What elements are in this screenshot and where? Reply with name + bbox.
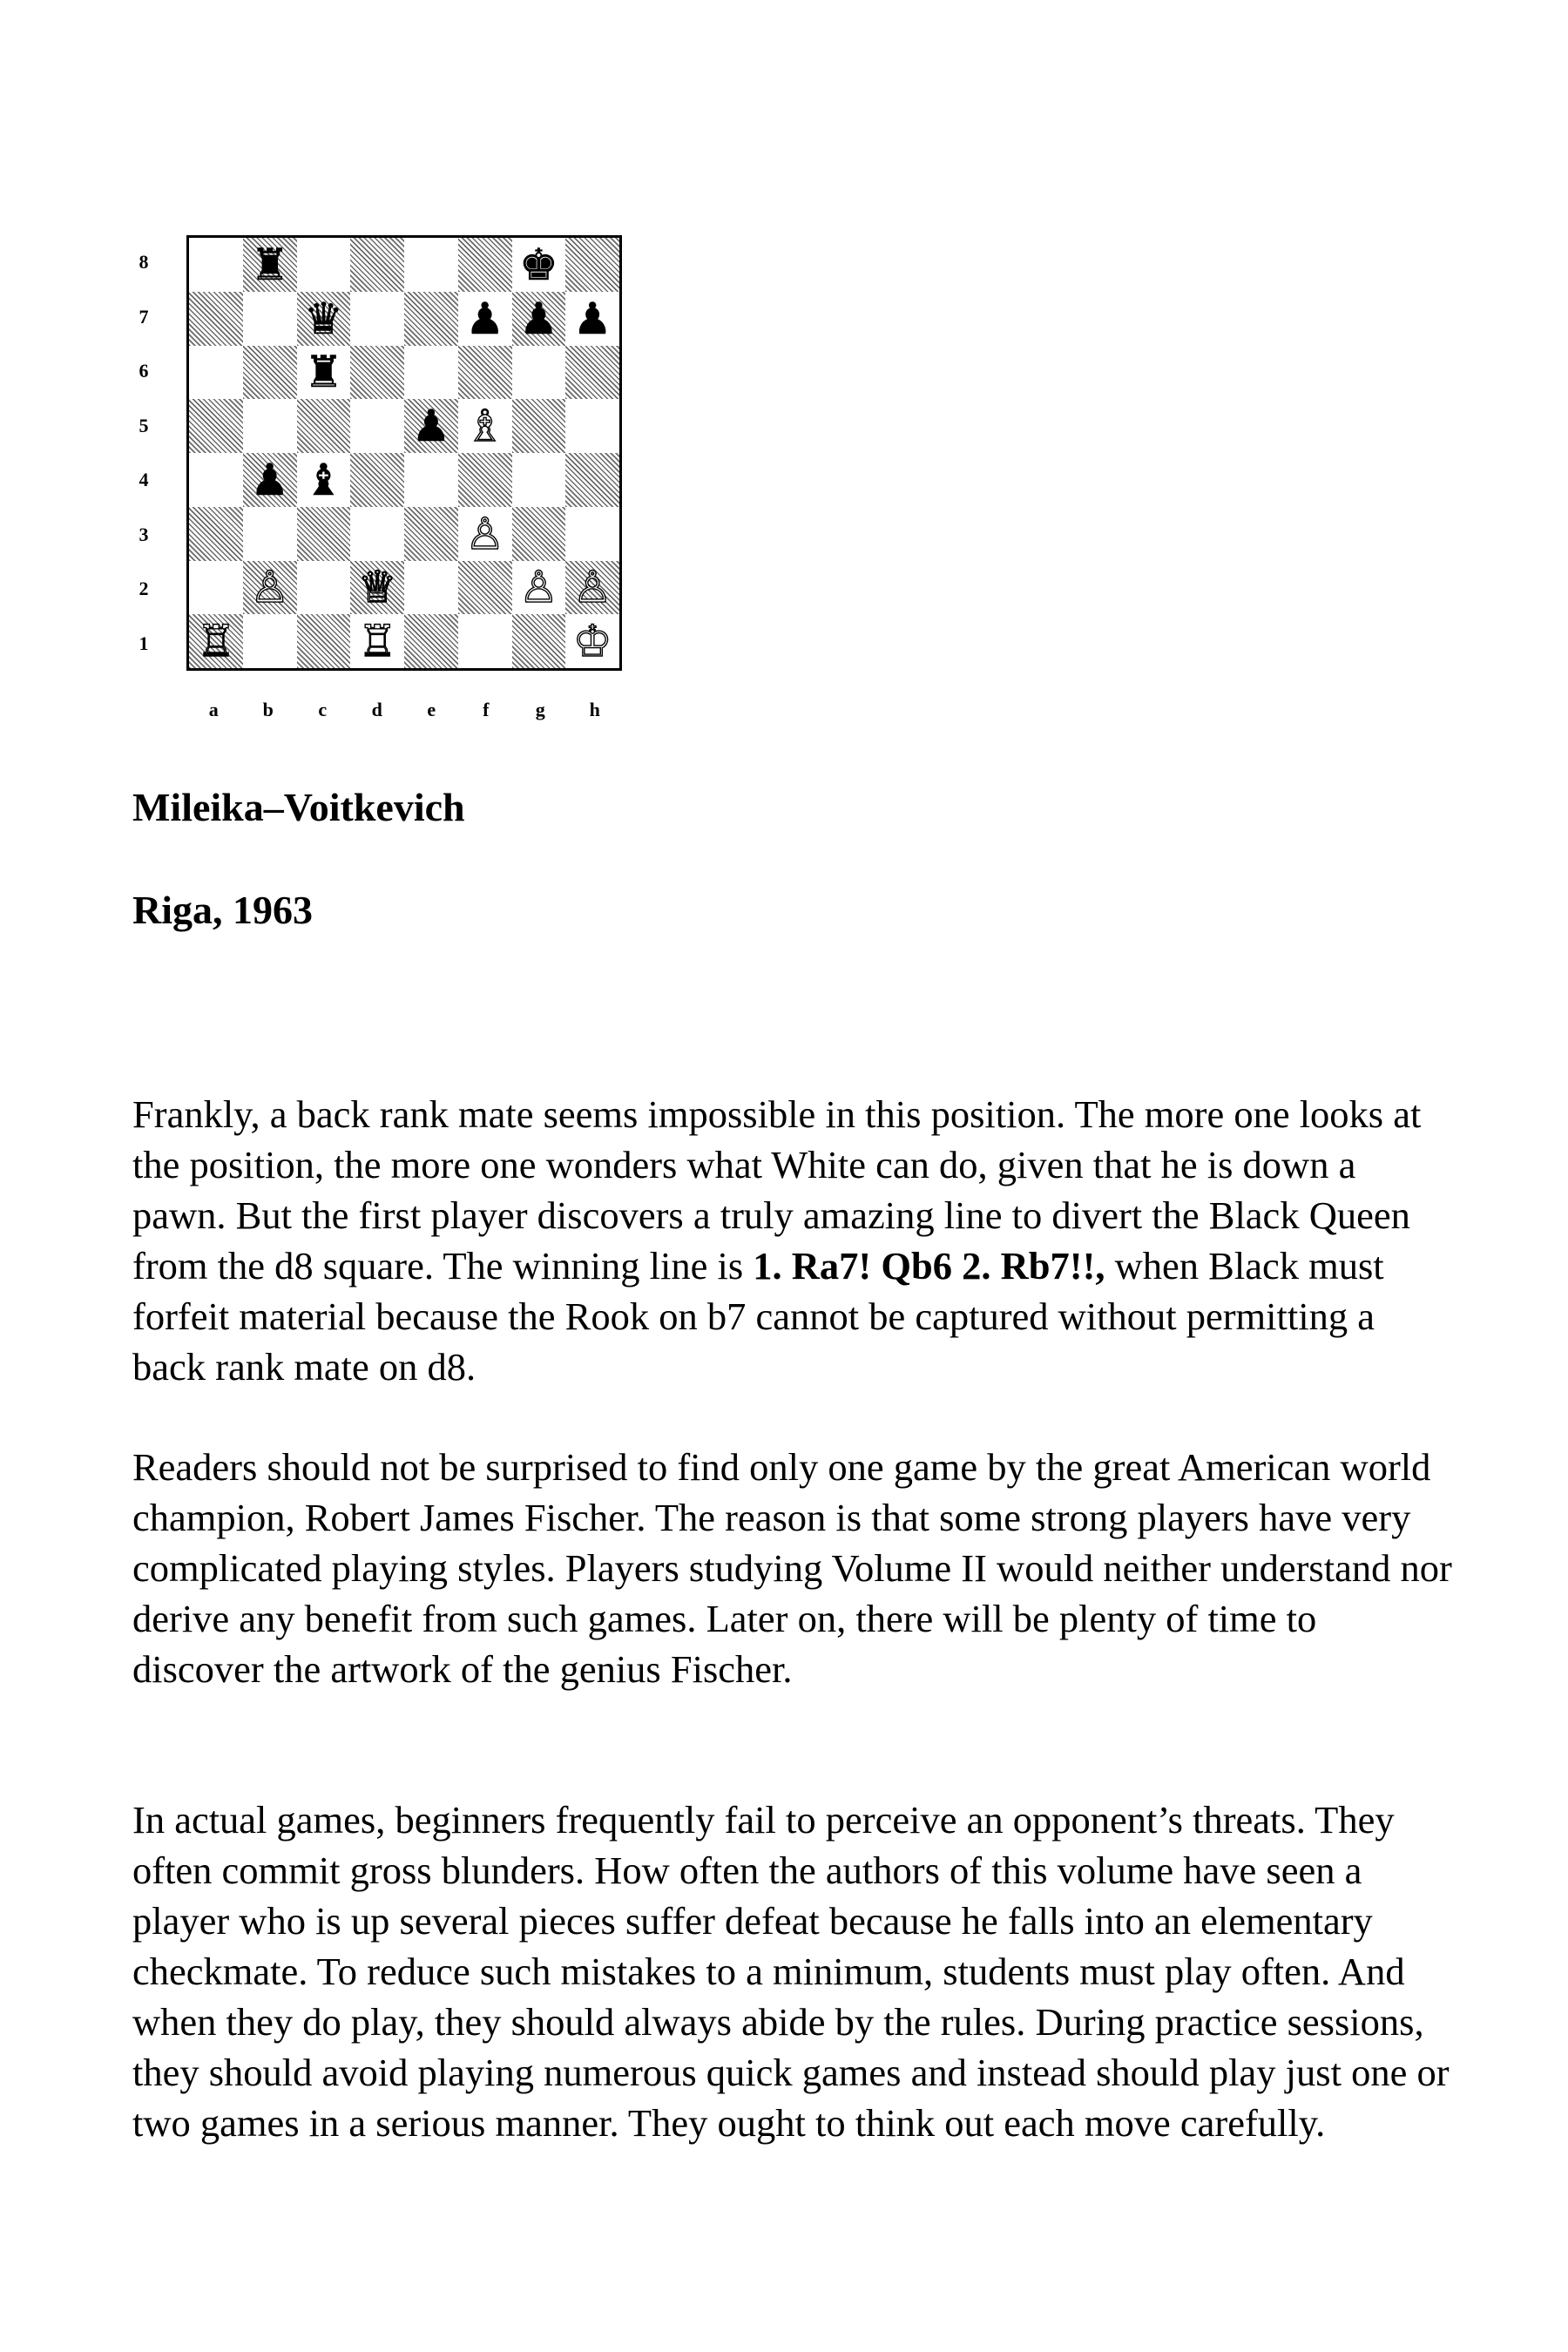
rank-label: 1 [139, 632, 149, 654]
square-e8 [404, 238, 458, 292]
paragraph-2-text: Readers should not be surprised to find only one game by the great American world champion, Robert James Fischer. The reason is that some strong players have very complicated playing styles. Players studying Volume II would neither understand nor derive any benefit from such games. Later on, there will be plenty of time to discover the artwork of the genius Fischer. [132, 1445, 1452, 1691]
square-c4 [297, 453, 351, 507]
black-king-icon: ♚ [518, 239, 558, 290]
square-a5 [189, 399, 243, 453]
square-c1 [297, 614, 351, 668]
square-d4 [350, 453, 404, 507]
square-a3 [189, 507, 243, 561]
rank-label: 6 [139, 360, 149, 382]
square-b5 [243, 399, 297, 453]
black-pawn-icon: ♟ [572, 293, 612, 344]
square-g4 [512, 453, 566, 507]
white-pawn-icon: ♙ [465, 508, 505, 559]
square-g1 [512, 614, 566, 668]
square-f7 [458, 292, 512, 346]
paragraph-1 [132, 1089, 1456, 1392]
paragraph-1-text-a: Frankly, a back rank mate seems impossible in this position. The more one looks at the position, the more one wonders what White can do, given that he is down a pawn. But the first player discovers a truly amazing line to divert the Black Queen from the d8 square. The winning line is [132, 1092, 1422, 1288]
square-d7 [350, 292, 404, 346]
square-e1 [404, 614, 458, 668]
rank-label: 5 [139, 414, 149, 436]
black-pawn-icon: ♟ [465, 293, 505, 344]
square-f3 [458, 507, 512, 561]
square-d8 [350, 238, 404, 292]
winning-line-moves: 1. Ra7! Qb6 2. Rb7!!, [753, 1244, 1105, 1288]
rank-label: 8 [139, 251, 149, 274]
white-king-icon: ♔ [572, 616, 612, 667]
square-c3 [297, 507, 351, 561]
square-h4 [565, 453, 619, 507]
square-f2 [458, 561, 512, 615]
square-f1 [458, 614, 512, 668]
file-label: f [483, 699, 490, 720]
white-pawn-icon: ♙ [518, 562, 558, 613]
white-rook-icon: ♖ [357, 616, 397, 667]
square-h5 [565, 399, 619, 453]
square-a6 [189, 346, 243, 400]
white-pawn-icon: ♙ [250, 562, 290, 613]
white-queen-icon: ♕ [357, 562, 397, 613]
square-b1 [243, 614, 297, 668]
square-d1 [350, 614, 404, 668]
square-g7 [512, 292, 566, 346]
rank-label: 3 [139, 523, 149, 545]
square-b2 [243, 561, 297, 615]
square-h1 [565, 614, 619, 668]
file-label: d [371, 699, 382, 720]
rank-label: 4 [139, 469, 149, 491]
square-c7 [297, 292, 351, 346]
square-c8 [297, 238, 351, 292]
square-e5 [404, 399, 458, 453]
square-h7 [565, 292, 619, 346]
white-rook-icon: ♖ [196, 616, 236, 667]
square-e6 [404, 346, 458, 400]
square-b6 [243, 346, 297, 400]
rank-label: 2 [139, 578, 149, 600]
square-f6 [458, 346, 512, 400]
black-queen-icon: ♛ [303, 293, 343, 344]
square-h8 [565, 238, 619, 292]
square-g8 [512, 238, 566, 292]
black-pawn-icon: ♟ [411, 401, 451, 452]
square-g3 [512, 507, 566, 561]
square-e4 [404, 453, 458, 507]
black-rook-icon: ♜ [250, 239, 290, 290]
square-h6 [565, 346, 619, 400]
square-a7 [189, 292, 243, 346]
white-bishop-icon: ♗ [465, 401, 505, 452]
file-label: c [318, 699, 328, 720]
game-event: Riga, 1963 [132, 888, 313, 932]
square-a4 [189, 453, 243, 507]
square-g6 [512, 346, 566, 400]
square-a1 [189, 614, 243, 668]
file-label: e [427, 699, 436, 720]
paragraph-3 [132, 1794, 1456, 2148]
square-b8 [243, 238, 297, 292]
square-e2 [404, 561, 458, 615]
square-g2 [512, 561, 566, 615]
black-pawn-icon: ♟ [518, 293, 558, 344]
black-bishop-icon: ♝ [303, 454, 343, 505]
paragraph-1-text-b: when Black must forfeit material because the Rook on b7 cannot be captured without permitting a back rank mate on d8. [132, 1244, 1384, 1389]
square-h2 [565, 561, 619, 615]
square-f4 [458, 453, 512, 507]
square-b3 [243, 507, 297, 561]
chess-diagram [122, 235, 645, 740]
square-g5 [512, 399, 566, 453]
square-b7 [243, 292, 297, 346]
square-d3 [350, 507, 404, 561]
square-d5 [350, 399, 404, 453]
file-label: g [535, 699, 545, 720]
square-e3 [404, 507, 458, 561]
square-a8 [189, 238, 243, 292]
rank-label: 7 [139, 305, 149, 328]
white-pawn-icon: ♙ [572, 562, 612, 613]
file-labels [186, 693, 622, 727]
square-b4 [243, 453, 297, 507]
paragraph-3-text: In actual games, beginners frequently fail to perceive an opponent’s threats. They often commit gross blunders. How often the authors of this volume have seen a player who is up several pieces suffer defeat because he falls into an elementary checkmate. To reduce such mistakes to a minimum, students must play often. And when they do play, they should always abide by the rules. During practice sessions, they should avoid playing numerous quick games and instead should play just one or two games in a serious manner. They ought to think out each move carefully. [132, 1798, 1450, 2145]
file-label: b [262, 699, 274, 720]
square-d2 [350, 561, 404, 615]
square-e7 [404, 292, 458, 346]
rank-labels [131, 235, 157, 671]
square-c2 [297, 561, 351, 615]
square-f5 [458, 399, 512, 453]
square-f8 [458, 238, 512, 292]
square-c6 [297, 346, 351, 400]
game-players: Mileika–Voitkevich [132, 785, 465, 829]
file-label: h [589, 699, 600, 720]
chess-board [186, 235, 622, 671]
paragraph-2 [132, 1442, 1456, 1694]
file-label: a [208, 699, 219, 720]
square-a2 [189, 561, 243, 615]
black-rook-icon: ♜ [303, 347, 343, 398]
square-h3 [565, 507, 619, 561]
square-c5 [297, 399, 351, 453]
square-d6 [350, 346, 404, 400]
black-pawn-icon: ♟ [250, 454, 290, 505]
